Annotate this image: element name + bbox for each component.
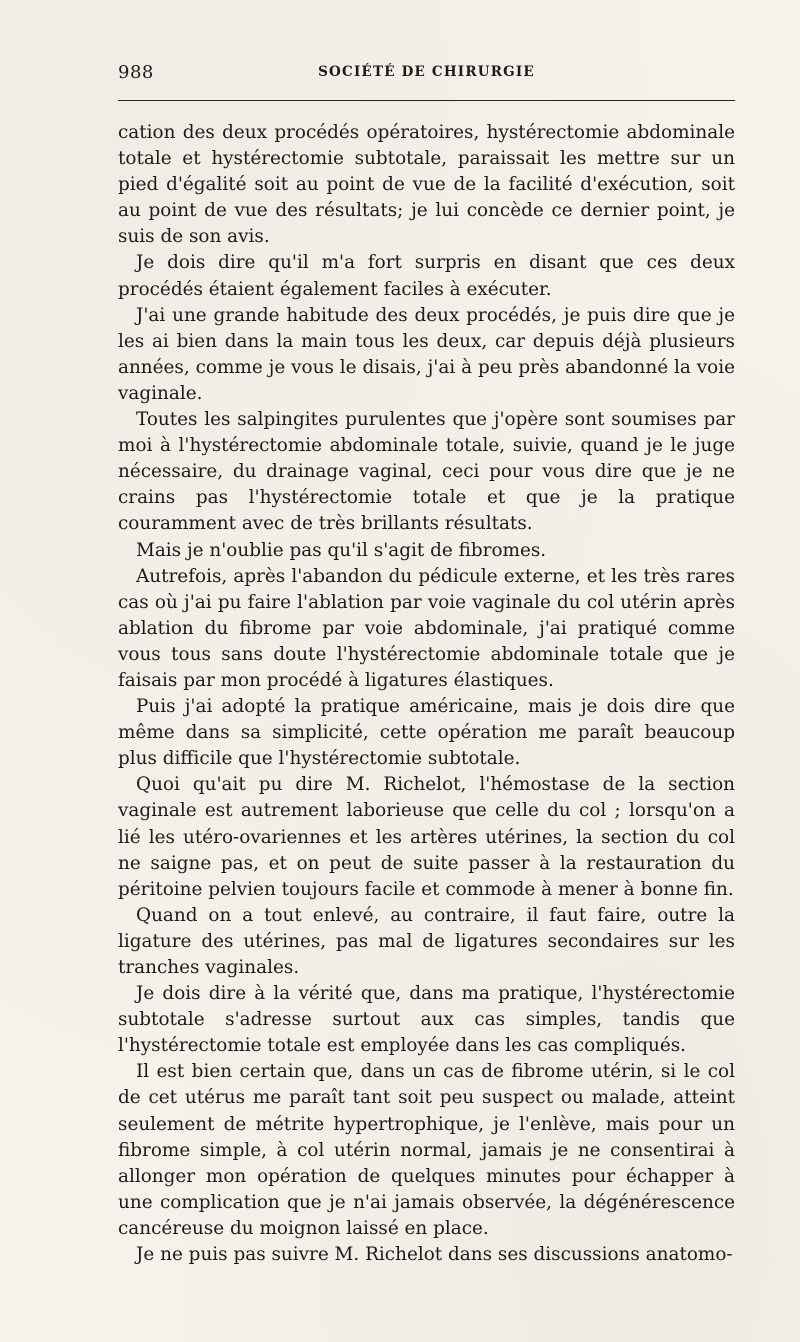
paragraph: J'ai une grande habitude des deux procédés, je puis dire que je les ai bien dans la main tous les deux, car depuis déjà plusieurs années, comme je vous le disais, j'ai à peu près abandonné la voie vaginale. <box>118 304 735 404</box>
paragraph: Je dois dire à la vérité que, dans ma pratique, l'hystérectomie subtotale s'adresse surtout aux cas simples, tandis que l'hystérectomie totale est employée dans les cas compliqués. <box>118 983 735 1057</box>
paragraph: Mais je n'oublie pas qu'il s'agit de fibromes. <box>136 539 547 561</box>
paragraph: Quand on a tout enlevé, au contraire, il faut faire, outre la ligature des utérines, pas mal de ligatures secondaires sur les tranches vaginales. <box>118 904 735 978</box>
paragraph: Puis j'ai adopté la pratique américaine, mais je dois dire que même dans sa simplicité, cette opération me paraît beaucoup plus difficile que l'hystérectomie subtotale. <box>118 696 735 770</box>
page-header <box>118 60 735 88</box>
header-rule <box>118 100 735 101</box>
paragraph: Je ne puis pas suivre M. Richelot dans ses discussions anatomo- <box>136 1244 733 1266</box>
paragraph: Je dois dire qu'il m'a fort surpris en disant que ces deux procédés étaient également faciles à exécuter. <box>118 252 735 300</box>
page-number: 988 <box>118 62 154 83</box>
paragraph: cation des deux procédés opératoires, hystérectomie abdominale totale et hystérectomie subtotale, paraissait les mettre sur un pied d'égalité soit au point de vue de la facilité d'exécution, soit au point de vue des résultats; je lui concède ce dernier point, je suis de son avis. <box>118 122 735 248</box>
body-text <box>118 120 735 1268</box>
paragraph: Il est bien certain que, dans un cas de fibrome utérin, si le col de cet utérus me paraît tant soit peu suspect ou malade, atteint seulement de métrite hypertrophique, je l'enlève, mais pour un fibrome simple, à col utérin normal, jamais je ne consentirai à allonger mon opération de quelques minutes pour échapper à une complication que je n'ai jamais observée, la dégénérescence cancéreuse du moignon laissé en place. <box>118 1061 735 1239</box>
running-head: SOCIÉTÉ DE CHIRURGIE <box>318 64 535 80</box>
paragraph: Autrefois, après l'abandon du pédicule externe, et les très rares cas où j'ai pu faire l'ablation par voie vaginale du col utérin après ablation du fibrome par voie abdominale, j'ai pratiqué comme vous tous sans doute l'hystérectomie abdominale totale que je faisais par mon procédé à ligatures élastiques. <box>118 565 735 691</box>
paragraph: Quoi qu'ait pu dire M. Richelot, l'hémostase de la section vaginale est autrement laborieuse que celle du col ; lorsqu'on a lié les utéro-ovariennes et les artères utérines, la section du col ne saigne pas, et on peut de suite passer à la restauration du péritoine pelvien toujours facile et commode à mener à bonne fin. <box>118 774 735 900</box>
paragraph: Toutes les salpingites purulentes que j'opère sont soumises par moi à l'hystérectomie abdominale totale, suivie, quand je le juge nécessaire, du drainage vaginal, ceci pour vous dire que je ne crains pas l'hystérectomie totale et que je la pratique couramment avec de très brillants résultats. <box>118 409 735 535</box>
